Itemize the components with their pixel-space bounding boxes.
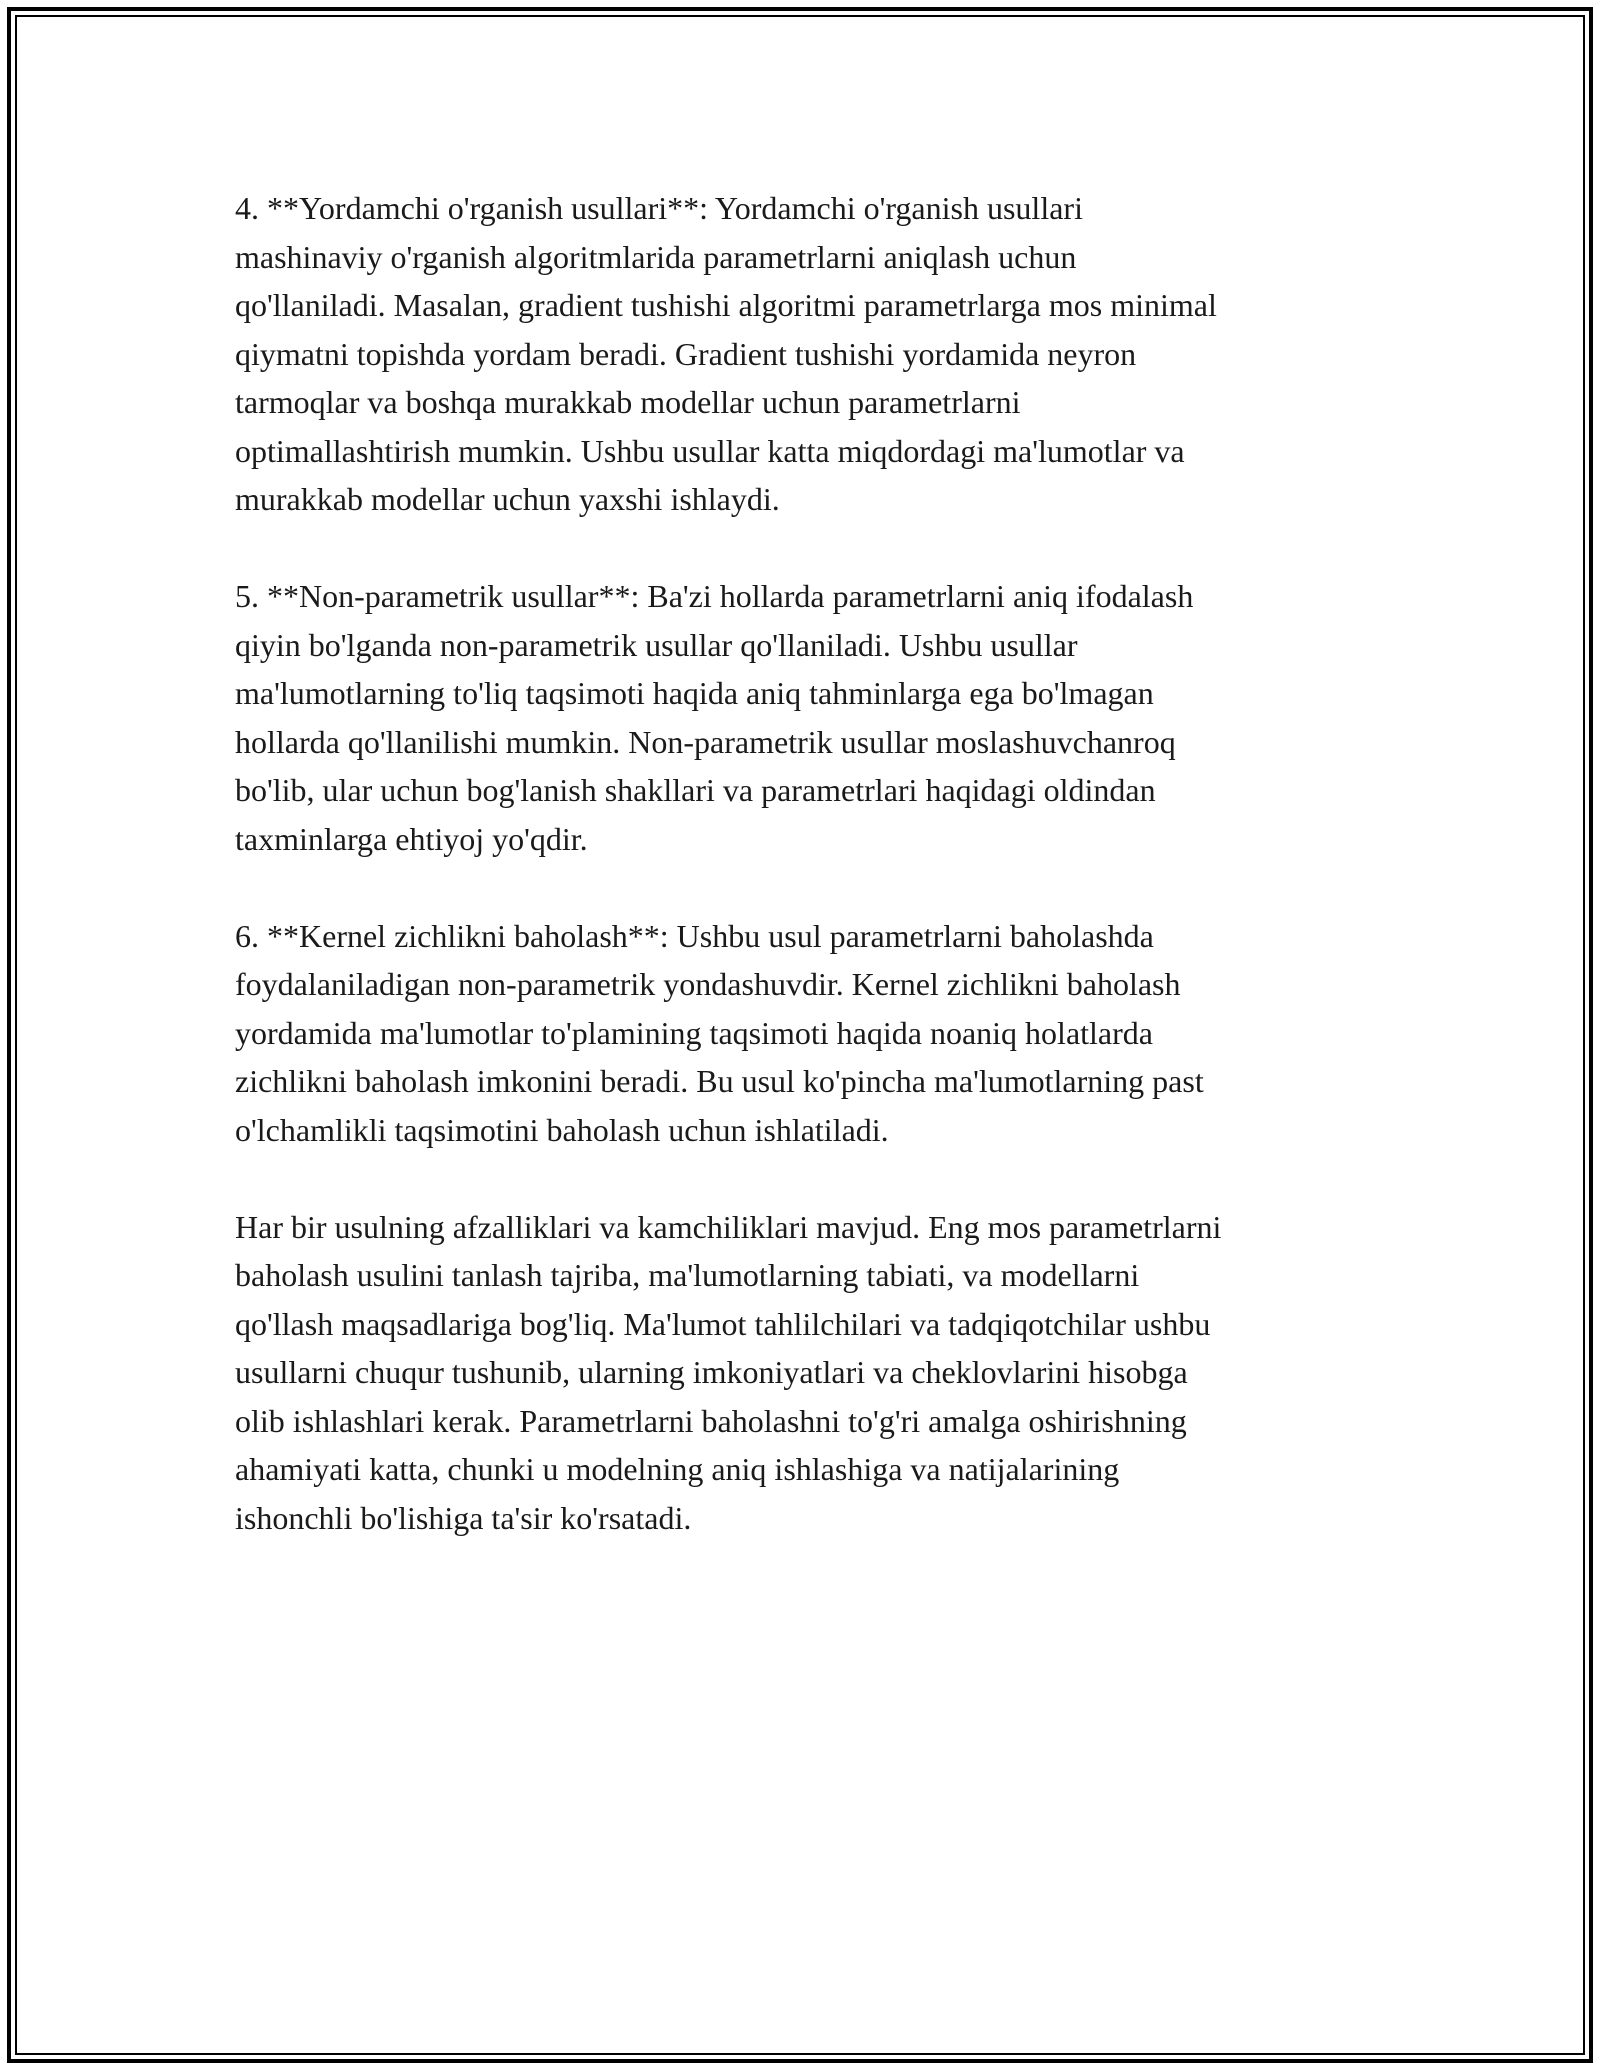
text-line: o'lchamlikli taqsimotini baholash uchun ishlatiladi. xyxy=(235,1111,889,1148)
text-line: Har bir usulning afzalliklari va kamchiliklari mavjud. Eng mos parametrlarni xyxy=(235,1208,1222,1245)
text-line: ma'lumotlarning to'liq taqsimoti haqida aniq tahminlarga ega bo'lmagan xyxy=(235,675,1154,711)
text-line: qiymatni topishda yordam beradi. Gradient tushishi yordamida neyron xyxy=(235,335,1137,372)
text-line: mashinaviy o'rganish algoritmlarida parametrlarni aniqlash uchun xyxy=(235,238,1077,275)
text-line: usullarni chuqur tushunib, ularning imkoniyatlari va cheklovlarini hisobga xyxy=(235,1354,1188,1390)
text-line: 6. **Kernel zichlikni baholash**: Ushbu usul parametrlarni baholashda xyxy=(235,917,1154,954)
text-line: bo'lib, ular uchun bog'lanish shakllari va parametrlari haqidagi oldindan xyxy=(235,772,1156,808)
text-line: yordamida ma'lumotlar to'plamining taqsimoti haqida noaniq holatlarda xyxy=(235,1014,1153,1051)
paragraph-yordamchi-usullar xyxy=(235,184,1395,524)
text-line: ahamiyati katta, chunki u modelning aniq ishlashiga va natijalarining xyxy=(235,1451,1120,1487)
text-line: hollarda qo'llanilishi mumkin. Non-parametrik usullar moslashuvchanroq xyxy=(235,723,1176,760)
paragraph-conclusion xyxy=(235,1203,1395,1543)
text-line: murakkab modellar uchun yaxshi ishlaydi. xyxy=(235,481,780,517)
text-line: ishonchli bo'lishiga ta'sir ko'rsatadi. xyxy=(235,1499,692,1536)
paragraph-kernel-zichlik xyxy=(235,912,1395,1155)
text-line: 4. **Yordamchi o'rganish usullari**: Yordamchi o'rganish usullari xyxy=(235,190,1083,226)
text-line: zichlikni baholash imkonini beradi. Bu usul ko'pincha ma'lumotlarning past xyxy=(235,1063,1204,1099)
text-line: qo'llash maqsadlariga bog'liq. Ma'lumot tahlilchilari va tadqiqotchilar ushbu xyxy=(235,1305,1211,1342)
text-line: tarmoqlar va boshqa murakkab modellar uchun parametrlarni xyxy=(235,384,1021,420)
text-line: qo'llaniladi. Masalan, gradient tushishi algoritmi parametrlarga mos minimal xyxy=(235,287,1217,323)
text-line: qiyin bo'lganda non-parametrik usullar qo'llaniladi. Ushbu usullar xyxy=(235,626,1078,663)
text-line: foydalaniladigan non-parametrik yondashuvdir. Kernel zichlikni baholash xyxy=(235,966,1181,1002)
text-line: optimallashtirish mumkin. Ushbu usullar katta miqdordagi ma'lumotlar va xyxy=(235,432,1185,469)
text-line: baholash usulini tanlash tajriba, ma'lumotlarning tabiati, va modellarni xyxy=(235,1257,1140,1293)
text-line: 5. **Non-parametrik usullar**: Ba'zi hollarda parametrlarni aniq ifodalash xyxy=(235,578,1194,614)
text-line: taxminlarga ehtiyoj yo'qdir. xyxy=(235,820,588,857)
document-body xyxy=(235,184,1395,1591)
paragraph-non-parametrik-usullar xyxy=(235,572,1395,863)
text-line: olib ishlashlari kerak. Parametrlarni baholashni to'g'ri amalga oshirishning xyxy=(235,1402,1187,1439)
